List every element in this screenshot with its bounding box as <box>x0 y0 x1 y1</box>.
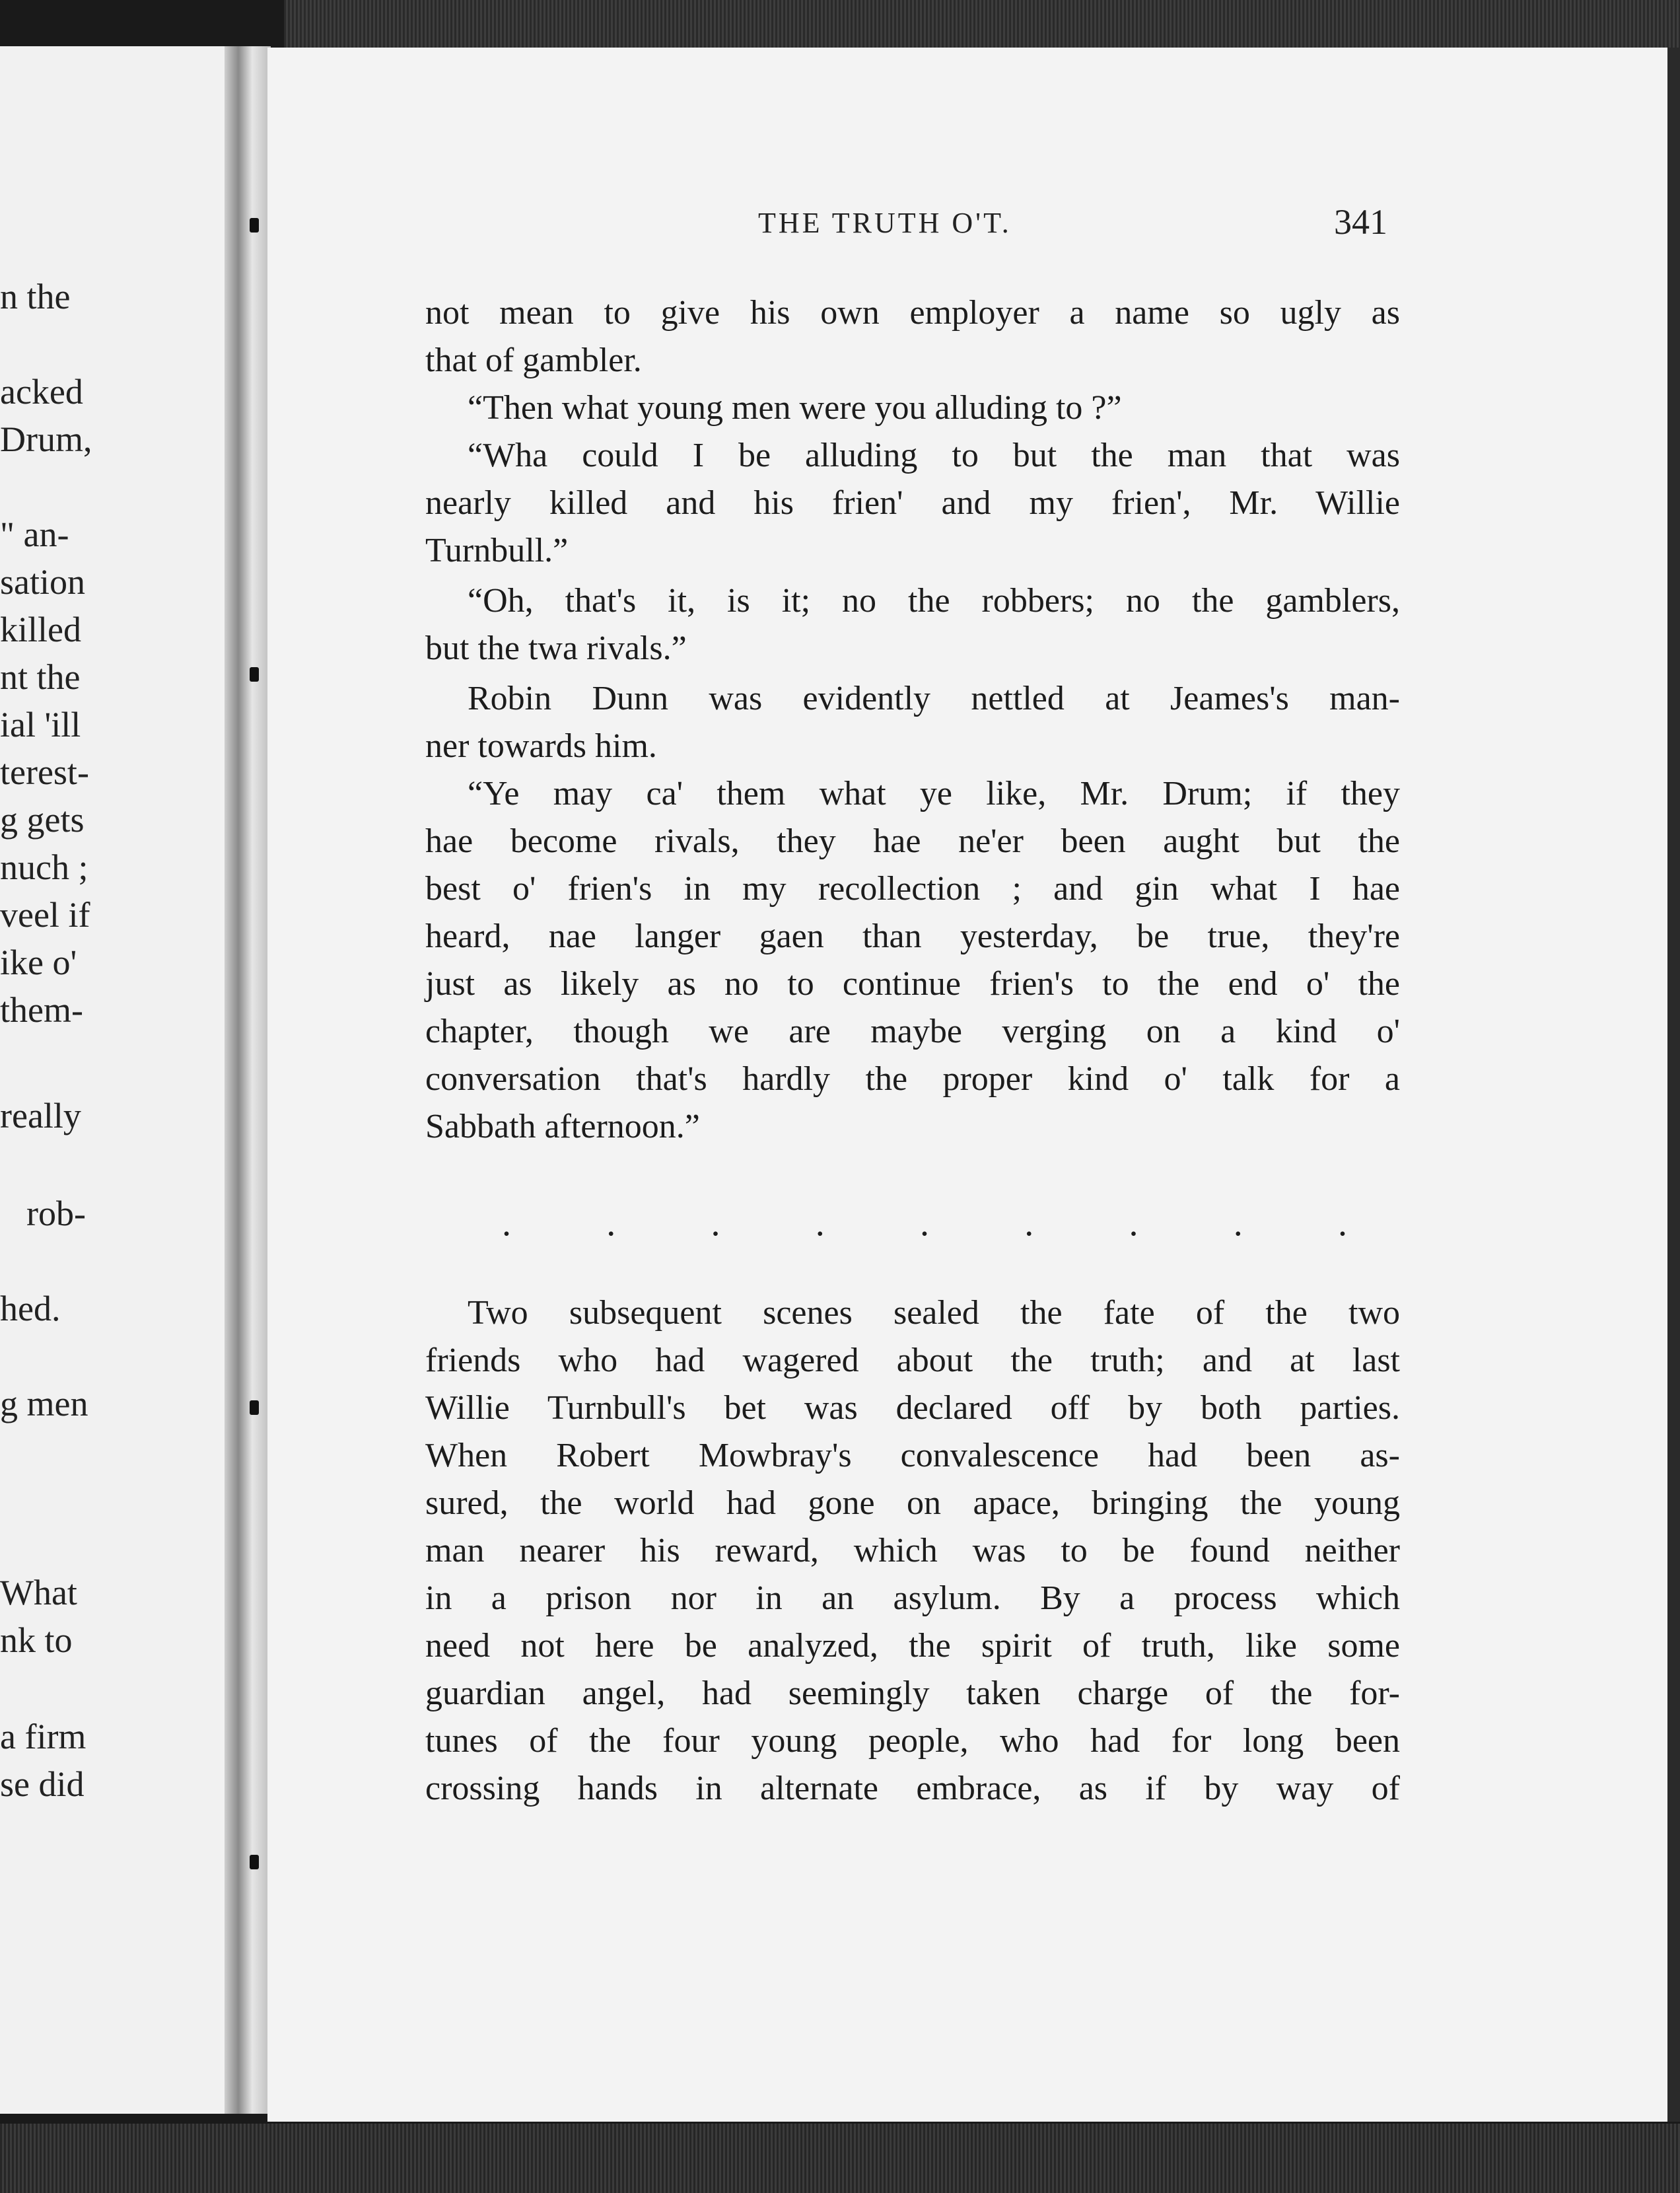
left-fragment: n the <box>0 277 71 316</box>
text-line: Sabbath afternoon.” <box>425 1108 700 1145</box>
text-line: but the twa rivals.” <box>425 629 687 667</box>
book-gutter <box>225 46 271 2114</box>
left-fragment: hed. <box>0 1289 61 1328</box>
left-fragment: ial 'ill <box>0 705 81 744</box>
binding-mark <box>250 1855 259 1869</box>
left-fragment: Drum, <box>0 419 92 459</box>
text-line: “Then what young men were you alluding to ?” <box>468 389 1122 427</box>
left-fragment: nk to <box>0 1620 73 1660</box>
section-break-dot: . <box>711 1203 720 1244</box>
text-line: ner towards him. <box>425 727 657 765</box>
page-number: 341 <box>1334 202 1387 242</box>
left-fragment: g men <box>0 1384 88 1423</box>
left-fragment: really <box>0 1096 81 1135</box>
binding-mark <box>250 1400 259 1415</box>
text-line: Robin Dunn was evidently nettled at Jeames's man- <box>468 680 1400 717</box>
text-line: “Ye may ca' them what ye like, Mr. Drum; if they <box>468 775 1400 812</box>
left-fragment: ike o' <box>0 943 77 982</box>
text-line: Willie Turnbull's bet was declared off by both parties. <box>425 1389 1400 1427</box>
text-line: man nearer his reward, which was to be found neither <box>425 1532 1400 1569</box>
text-line: heard, nae langer gaen than yesterday, be true, they're <box>425 917 1400 955</box>
text-line: hae become rivals, they hae ne'er been aught but the <box>425 822 1400 860</box>
section-break-dot: . <box>1129 1203 1138 1244</box>
text-line: not mean to give his own employer a name so ugly as <box>425 294 1400 332</box>
left-fragment: them- <box>0 990 83 1030</box>
text-line: sured, the world had gone on apace, bringing the young <box>425 1484 1400 1522</box>
text-line: just as likely as no to continue frien's to the end o' the <box>425 965 1400 1003</box>
section-break-dot: . <box>1233 1203 1243 1244</box>
left-fragment: se did <box>0 1764 85 1804</box>
text-line: friends who had wagered about the truth; and at last <box>425 1342 1400 1379</box>
left-fragment: killed <box>0 610 81 649</box>
left-fragment: " an- <box>0 515 69 554</box>
left-fragment: What <box>0 1573 77 1612</box>
left-fragment: terest- <box>0 752 89 792</box>
section-break-dot: . <box>920 1203 929 1244</box>
page-edge <box>1667 48 1680 2122</box>
text-line: “Wha could I be alluding to but the man that was <box>468 437 1400 474</box>
running-title: THE TRUTH O'T. <box>758 207 1012 239</box>
text-line: guardian angel, had seemingly taken charge of the for- <box>425 1674 1400 1712</box>
left-fragment: g gets <box>0 800 85 840</box>
book-cover-top <box>284 0 1680 48</box>
text-line: in a prison nor in an asylum. By a process which <box>425 1579 1400 1617</box>
left-page <box>0 46 228 2114</box>
left-fragment: sation <box>0 562 85 602</box>
left-fragment: veel if <box>0 895 90 935</box>
section-break-dot: . <box>1024 1203 1034 1244</box>
binding-mark <box>250 218 259 233</box>
left-fragment: acked <box>0 372 83 412</box>
binding-mark <box>250 667 259 682</box>
text-line: best o' frien's in my recollection ; and gin what I hae <box>425 870 1400 908</box>
text-line: “Oh, that's it, is it; no the robbers; no the gamblers, <box>468 582 1400 620</box>
text-line: Turnbull.” <box>425 532 569 569</box>
left-fragment: a firm <box>0 1717 87 1756</box>
text-line: crossing hands in alternate embrace, as if by way of <box>425 1770 1400 1807</box>
section-break <box>502 1202 1347 1244</box>
section-break-dot: . <box>606 1203 616 1244</box>
book-cover-bottom <box>0 2124 1680 2193</box>
section-break-dot: . <box>1338 1203 1347 1244</box>
text-line: need not here be analyzed, the spirit of truth, like some <box>425 1627 1400 1665</box>
text-line: conversation that's hardly the proper kind o' talk for a <box>425 1060 1400 1098</box>
text-line: Two subsequent scenes sealed the fate of the two <box>468 1294 1400 1332</box>
text-line: chapter, though we are maybe verging on a kind o' <box>425 1013 1400 1050</box>
text-line: When Robert Mowbray's convalescence had been as- <box>425 1437 1400 1474</box>
left-fragment: nuch ; <box>0 847 88 887</box>
section-break-dot: . <box>502 1203 511 1244</box>
text-line: that of gambler. <box>425 342 642 379</box>
section-break-dot: . <box>815 1203 825 1244</box>
text-line: tunes of the four young people, who had for long been <box>425 1722 1400 1760</box>
left-fragment: nt the <box>0 657 81 697</box>
text-line: nearly killed and his frien' and my frien', Mr. Willie <box>425 484 1400 522</box>
left-fragment: rob- <box>26 1194 86 1233</box>
